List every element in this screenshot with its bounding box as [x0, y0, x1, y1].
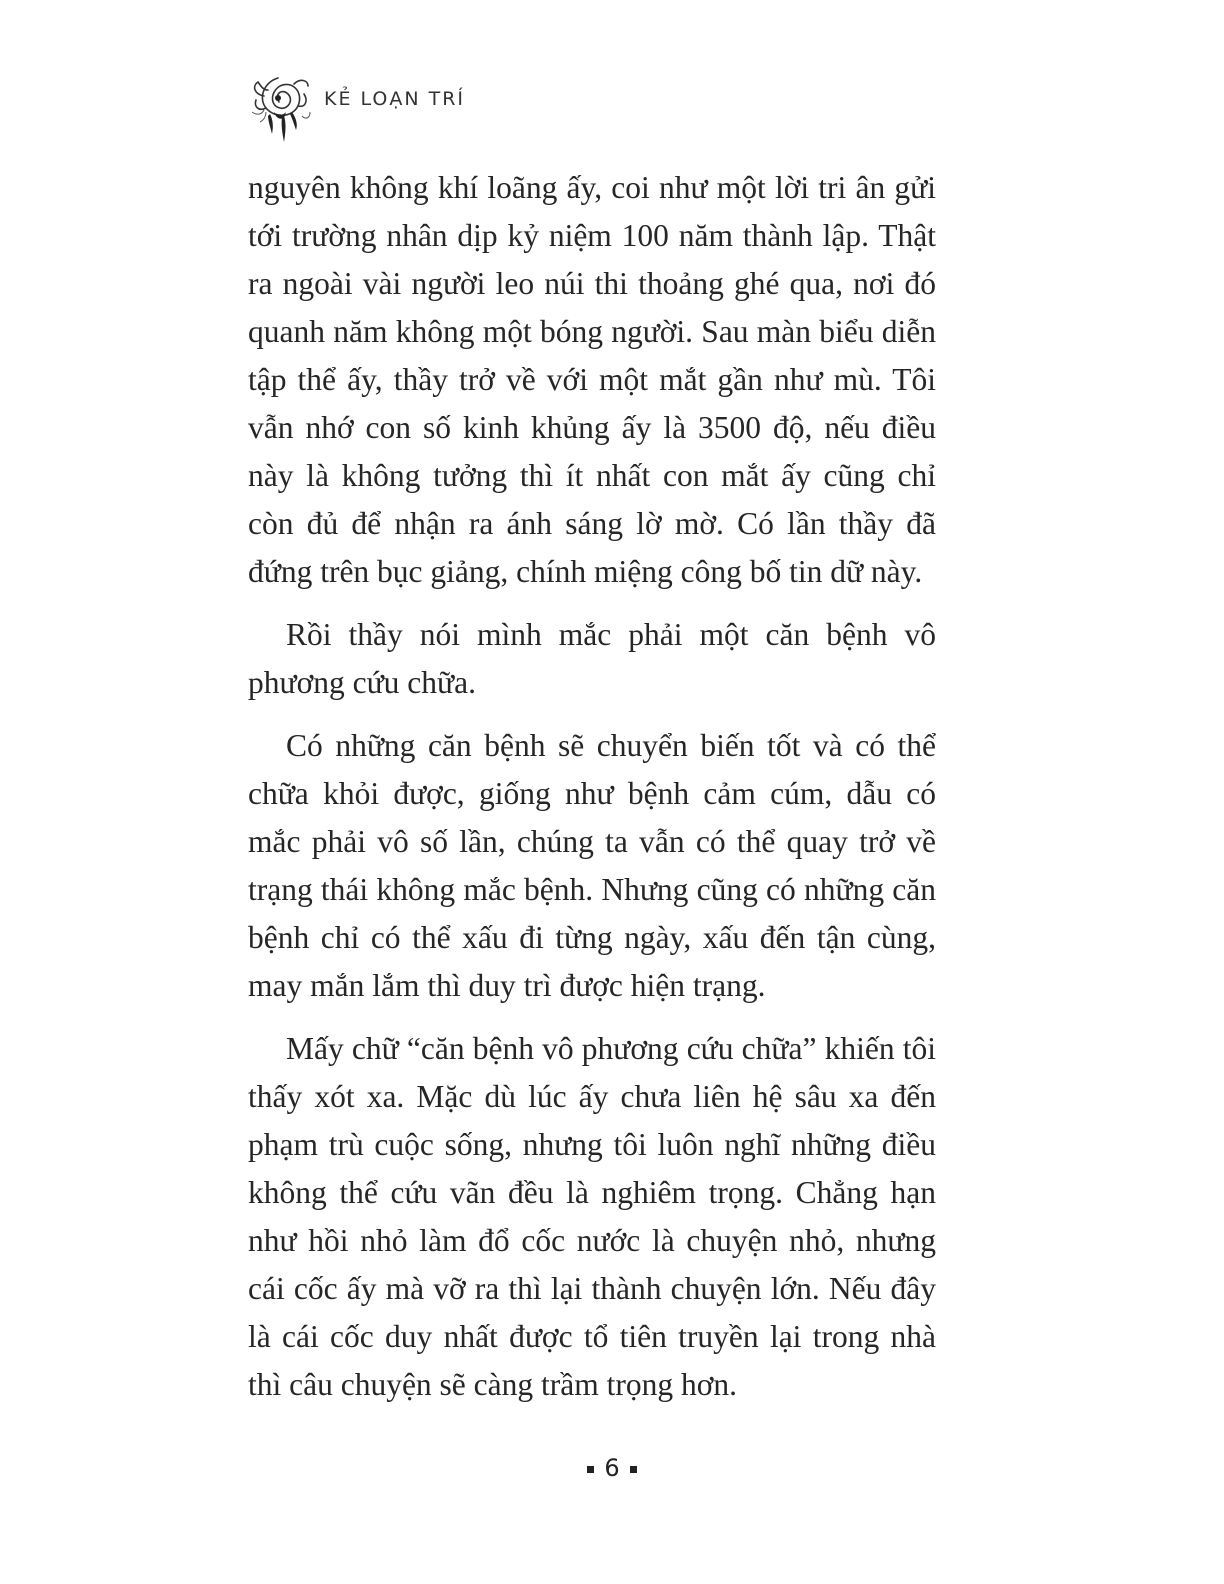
- page-number: 6: [604, 1454, 620, 1482]
- running-header: [244, 70, 465, 150]
- paragraph: Có những căn bệnh sẽ chuyển biến tốt và có thể chữa khỏi được, giống như bệnh cảm cúm, dẫu có mắc phải vô số lần, chúng ta vẫn có thể quay trở về trạng thái không mắc bệnh. Nhưng cũng có những căn bệnh chỉ có thể xấu đi từng ngày, xấu đến tận cùng, may mắn lắm thì duy trì được hiện trạng.: [248, 728, 936, 1003]
- paragraph: Rồi thầy nói mình mắc phải một căn bệnh vô phương cứu chữa.: [248, 617, 936, 700]
- bullet-square-icon: [630, 1466, 637, 1473]
- bullet-square-icon: [587, 1466, 594, 1473]
- paragraph: nguyên không khí loãng ấy, coi như một lời tri ân gửi tới trường nhân dịp kỷ niệm 100 năm thành lập. Thật ra ngoài vài người leo núi thi thoảng ghé qua, nơi đó quanh năm không một bóng người. Sau màn biểu diễn tập thể ấy, thầy trở về với một mắt gần như mù. Tôi vẫn nhớ con số kinh khủng ấy là 3500 độ, nếu điều này là không tưởng thì ít nhất con mắt ấy cũng chỉ còn đủ để nhận ra ánh sáng lờ mờ. Có lần thầy đã đứng trên bục giảng, chính miệng công bố tin dữ này.: [248, 170, 936, 589]
- body-text: [248, 164, 936, 1424]
- rose-icon: [244, 72, 314, 148]
- book-title: KẺ LOẠN TRÍ: [324, 88, 466, 110]
- page-footer: [0, 1454, 1224, 1482]
- paragraph: Mấy chữ “căn bệnh vô phương cứu chữa” khiến tôi thấy xót xa. Mặc dù lúc ấy chưa liên hệ sâu xa đến phạm trù cuộc sống, nhưng tôi luôn nghĩ những điều không thể cứu vãn đều là nghiêm trọng. Chẳng hạn như hồi nhỏ làm đổ cốc nước là chuyện nhỏ, nhưng cái cốc ấy mà vỡ ra thì lại thành chuyện lớn. Nếu đây là cái cốc duy nhất được tổ tiên truyền lại trong nhà thì câu chuyện sẽ càng trầm trọng hơn.: [248, 1031, 936, 1402]
